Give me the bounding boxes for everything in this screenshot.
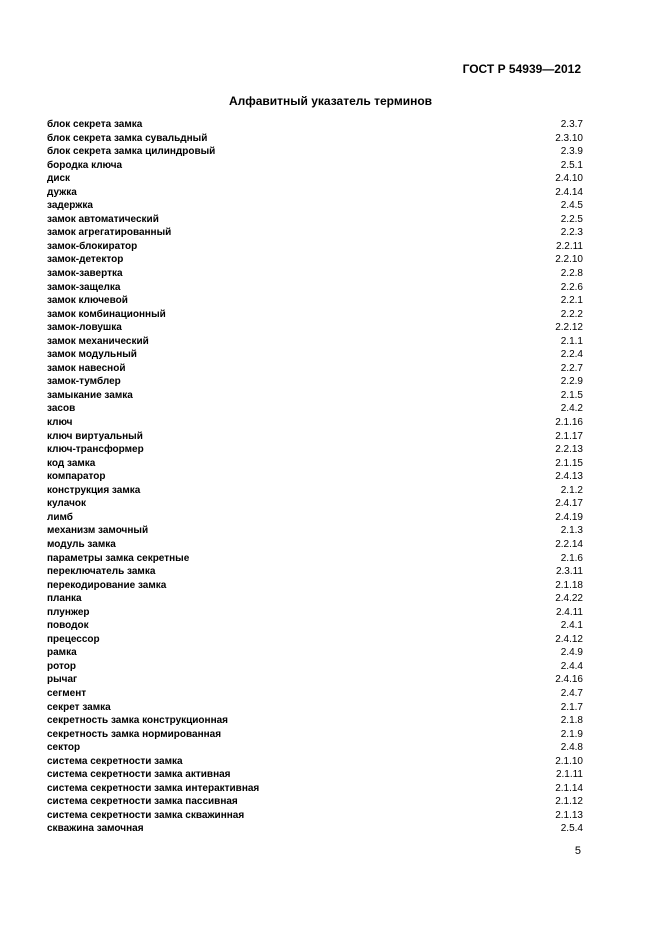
index-term: ключ-трансформер (47, 444, 144, 456)
index-term: лимб (47, 511, 73, 523)
index-entry (47, 226, 583, 240)
index-entry (47, 673, 583, 687)
index-term: параметры замка секретные (47, 552, 190, 564)
index-reference: 2.2.14 (555, 538, 583, 550)
index-entry (47, 633, 583, 647)
index-reference: 2.2.5 (560, 213, 583, 225)
index-term: система секретности замка интерактивная (47, 782, 260, 794)
index-term: дужка (47, 186, 77, 198)
index-entry (47, 253, 583, 267)
index-term: замок модульный (47, 349, 137, 361)
index-reference: 2.2.11 (555, 240, 583, 252)
index-reference: 2.1.12 (555, 796, 583, 808)
index-entry (47, 524, 583, 538)
index-entry (47, 728, 583, 742)
index-reference: 2.1.9 (560, 728, 583, 740)
index-entry (47, 606, 583, 620)
index-term: компаратор (47, 471, 106, 483)
index-entry (47, 687, 583, 701)
index-entry (47, 416, 583, 430)
index-term: секрет замка (47, 701, 111, 713)
index-entry (47, 362, 583, 376)
index-entry (47, 579, 583, 593)
index-entry (47, 484, 583, 498)
index-term: кулачок (47, 498, 87, 510)
index-reference: 2.2.9 (560, 376, 583, 388)
index-reference: 2.1.14 (555, 782, 583, 794)
index-reference: 2.4.5 (560, 200, 583, 212)
index-reference: 2.4.1 (560, 620, 583, 632)
index-entry (47, 172, 583, 186)
index-reference: 2.1.13 (555, 809, 583, 821)
standard-number: ГОСТ Р 54939—2012 (462, 62, 581, 76)
index-entry (47, 660, 583, 674)
index-term: скважина замочная (47, 823, 144, 835)
index-entry (47, 809, 583, 823)
index-entry (47, 538, 583, 552)
index-reference: 2.2.12 (555, 322, 583, 334)
index-reference: 2.2.6 (560, 281, 583, 293)
index-reference: 2.4.7 (560, 687, 583, 699)
index-reference: 2.2.2 (560, 308, 583, 320)
index-reference: 2.3.9 (560, 146, 583, 158)
index-entry (47, 768, 583, 782)
index-entry (47, 402, 583, 416)
index-reference: 2.2.7 (560, 362, 583, 374)
index-term: ротор (47, 660, 76, 672)
index-term: блок секрета замка сувальдный (47, 132, 208, 144)
index-reference: 2.4.16 (555, 674, 583, 686)
index-entry (47, 782, 583, 796)
index-term: поводок (47, 620, 89, 632)
index-term: диск (47, 173, 71, 185)
index-reference: 2.1.5 (560, 389, 583, 401)
index-term: модуль замка (47, 538, 116, 550)
index-term: замок-блокиратор (47, 240, 138, 252)
index-reference: 2.2.1 (560, 295, 583, 307)
index-term: блок секрета замка цилиндровый (47, 146, 216, 158)
index-entry (47, 240, 583, 254)
index-entry (47, 755, 583, 769)
index-term: перекодирование замка (47, 579, 167, 591)
index-entry (47, 281, 583, 295)
index-term: задержка (47, 200, 93, 212)
index-reference: 2.4.10 (555, 173, 583, 185)
index-reference: 2.2.13 (555, 444, 583, 456)
index-term: замок комбинационный (47, 308, 166, 320)
index-entry (47, 470, 583, 484)
index-term: бородка ключа (47, 159, 123, 171)
index-entry (47, 389, 583, 403)
index-term: система секретности замка (47, 755, 183, 767)
index-entry (47, 714, 583, 728)
index-entry (47, 822, 583, 836)
index-term: замок ключевой (47, 295, 128, 307)
index-reference: 2.5.4 (560, 823, 583, 835)
index-reference: 2.4.19 (555, 511, 583, 523)
index-reference: 2.1.11 (555, 769, 583, 781)
index-term: ключ виртуальный (47, 430, 143, 442)
index-reference: 2.2.4 (560, 349, 583, 361)
index-term: переключатель замка (47, 566, 156, 578)
index-term: система секретности замка скважинная (47, 809, 245, 821)
index-term: сектор (47, 742, 81, 754)
index-entry (47, 199, 583, 213)
index-entry (47, 741, 583, 755)
index-term: замок-детектор (47, 254, 124, 266)
index-term: ключ (47, 417, 73, 429)
index-term: замок автоматический (47, 213, 159, 225)
index-term: замок-ловушка (47, 322, 122, 334)
index-reference: 2.2.3 (560, 227, 583, 239)
index-term: планка (47, 593, 82, 605)
index-reference: 2.3.7 (560, 119, 583, 130)
index-entry (47, 511, 583, 525)
index-term: конструкция замка (47, 484, 141, 496)
index-entry (47, 145, 583, 159)
index-entry (47, 552, 583, 566)
index-term: замок-тумблер (47, 376, 121, 388)
index-reference: 2.1.15 (555, 457, 583, 469)
index-term: механизм замочный (47, 525, 149, 537)
index-term: прецессор (47, 633, 100, 645)
index-entry (47, 592, 583, 606)
index-entry (47, 267, 583, 281)
index-reference: 2.1.2 (560, 484, 583, 496)
index-entry (47, 646, 583, 660)
index-term: засов (47, 403, 76, 415)
index-entry (47, 294, 583, 308)
index-term: система секретности замка активная (47, 769, 231, 781)
index-entry (47, 375, 583, 389)
index-entry (47, 118, 583, 132)
index-entry (47, 132, 583, 146)
index-reference: 2.1.7 (560, 701, 583, 713)
index-entry (47, 619, 583, 633)
index-term: секретность замка конструкционная (47, 715, 229, 727)
index-reference: 2.1.18 (555, 579, 583, 591)
index-reference: 2.1.6 (560, 552, 583, 564)
index-entry (47, 701, 583, 715)
index-reference: 2.4.11 (555, 606, 583, 618)
index-entry (47, 443, 583, 457)
index-entry (47, 457, 583, 471)
index-reference: 2.1.8 (560, 715, 583, 727)
index-reference: 2.3.11 (555, 566, 583, 578)
index-reference: 2.2.10 (555, 254, 583, 266)
index-entry (47, 308, 583, 322)
index-term: секретность замка нормированная (47, 728, 222, 740)
index-reference: 2.3.10 (555, 132, 583, 144)
index-reference: 2.1.3 (560, 525, 583, 537)
term-index (47, 118, 583, 836)
index-reference: 2.4.13 (555, 471, 583, 483)
index-entry (47, 497, 583, 511)
index-reference: 2.4.22 (555, 593, 583, 605)
index-reference: 2.5.1 (560, 159, 583, 171)
index-reference: 2.4.2 (560, 403, 583, 415)
index-term: замок-защелка (47, 281, 121, 293)
index-entry (47, 795, 583, 809)
index-term: замок-завертка (47, 268, 123, 280)
index-reference: 2.1.16 (555, 417, 583, 429)
index-term: замок навесной (47, 362, 126, 374)
index-entry (47, 348, 583, 362)
index-entry (47, 430, 583, 444)
index-term: замыкание замка (47, 389, 133, 401)
page-title: Алфавитный указатель терминов (228, 94, 433, 108)
index-reference: 2.2.8 (560, 268, 583, 280)
index-term: код замка (47, 457, 96, 469)
index-term: блок секрета замка (47, 119, 143, 130)
index-term: сегмент (47, 687, 87, 699)
index-entry (47, 159, 583, 173)
index-reference: 2.1.17 (555, 430, 583, 442)
page-number: 5 (574, 845, 581, 857)
index-reference: 2.4.8 (560, 742, 583, 754)
index-term: замок агрегатированный (47, 227, 172, 239)
index-reference: 2.4.17 (555, 498, 583, 510)
index-term: рычаг (47, 674, 78, 686)
index-reference: 2.4.4 (560, 660, 583, 672)
index-term: плунжер (47, 606, 90, 618)
index-term: замок механический (47, 335, 149, 347)
index-reference: 2.1.10 (555, 755, 583, 767)
index-reference: 2.4.9 (560, 647, 583, 659)
index-reference: 2.4.12 (555, 633, 583, 645)
index-term: система секретности замка пассивная (47, 796, 238, 808)
index-reference: 2.1.1 (560, 335, 583, 347)
index-reference: 2.4.14 (555, 186, 583, 198)
index-entry (47, 213, 583, 227)
index-term: рамка (47, 647, 77, 659)
index-entry (47, 186, 583, 200)
index-entry (47, 565, 583, 579)
index-entry (47, 321, 583, 335)
index-entry (47, 335, 583, 349)
